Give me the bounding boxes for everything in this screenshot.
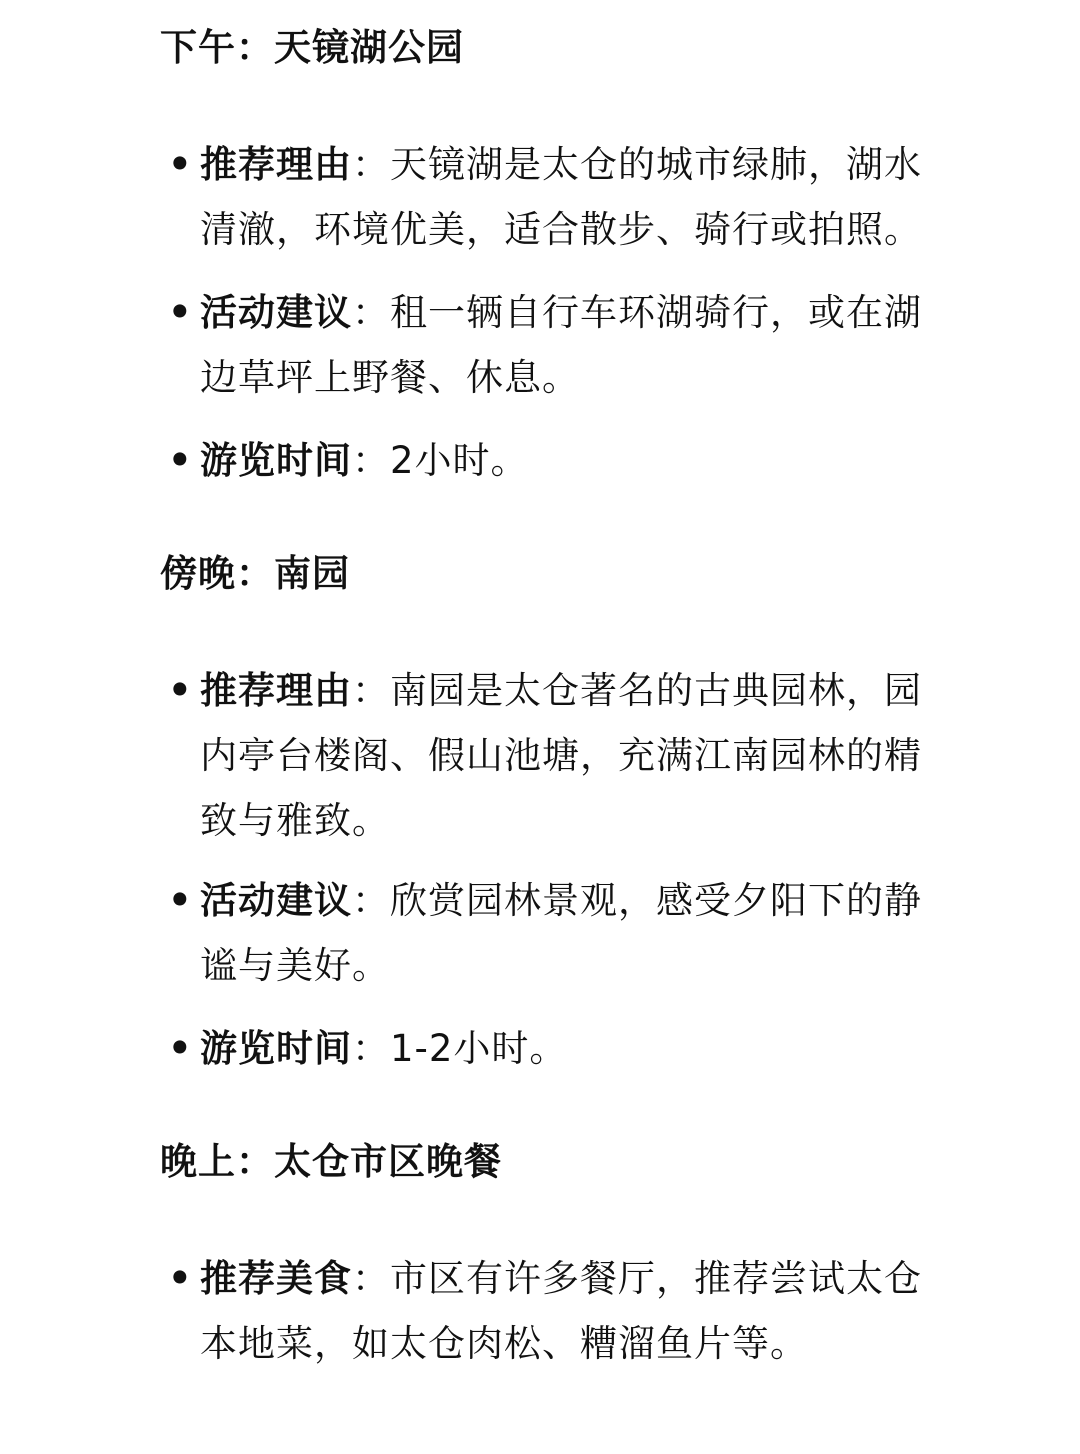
- list-item: [168, 1246, 1030, 1376]
- item-text: 南园是太仓著名的古典园林，园: [390, 669, 922, 712]
- item-text: 2小时。: [390, 439, 529, 482]
- item-label: 活动建议: [200, 291, 352, 334]
- list-item: [168, 658, 1030, 853]
- bullet-icon: •: [168, 1027, 193, 1070]
- item-label: 推荐理由: [200, 143, 352, 186]
- list-item: [168, 428, 1030, 493]
- bullet-icon: •: [168, 143, 193, 186]
- item-label: 活动建议: [200, 879, 352, 922]
- item-separator: ：: [352, 143, 390, 186]
- section-heading-evening: 傍晚：南园: [160, 552, 350, 595]
- item-separator: ：: [352, 439, 390, 482]
- item-first-line: [200, 428, 1030, 493]
- section-heading-night: 晚上：太仓市区晚餐: [160, 1140, 502, 1183]
- list-item: [168, 280, 1030, 410]
- item-text: 谧与美好。: [200, 944, 390, 987]
- list-item: [168, 868, 1030, 998]
- list-item: [168, 132, 1030, 262]
- item-text: 清澈，环境优美，适合散步、骑行或拍照。: [200, 208, 922, 251]
- item-label: 游览时间: [200, 439, 352, 482]
- item-label: 推荐美食: [200, 1257, 352, 1300]
- item-separator: ：: [352, 1257, 390, 1300]
- bullet-icon: •: [168, 291, 193, 334]
- item-text: 1-2小时。: [390, 1027, 568, 1070]
- item-text: 市区有许多餐厅，推荐尝试太仓: [390, 1257, 922, 1300]
- item-first-line: [200, 1016, 1030, 1081]
- item-text: 天镜湖是太仓的城市绿肺，湖水: [390, 143, 922, 186]
- item-separator: ：: [352, 291, 390, 334]
- bullet-icon: •: [168, 879, 193, 922]
- item-first-line: [200, 280, 1030, 345]
- item-text: 本地菜，如太仓肉松、糟溜鱼片等。: [200, 1322, 808, 1365]
- bullet-icon: •: [168, 439, 193, 482]
- item-label: 游览时间: [200, 1027, 352, 1070]
- item-separator: ：: [352, 669, 390, 712]
- item-text: 致与雅致。: [200, 799, 390, 842]
- list-item: [168, 1016, 1030, 1081]
- item-separator: ：: [352, 1027, 390, 1070]
- item-text: 内亭台楼阁、假山池塘，充满江南园林的精: [200, 734, 922, 777]
- bullet-icon: •: [168, 1257, 193, 1300]
- section-heading-afternoon: 下午：天镜湖公园: [160, 26, 464, 69]
- item-first-line: [200, 658, 1030, 723]
- item-text: 欣赏园林景观，感受夕阳下的静: [390, 879, 922, 922]
- bullet-icon: •: [168, 669, 193, 712]
- item-first-line: [200, 1246, 1030, 1311]
- item-separator: ：: [352, 879, 390, 922]
- item-label: 推荐理由: [200, 669, 352, 712]
- item-first-line: [200, 868, 1030, 933]
- item-text: 租一辆自行车环湖骑行，或在湖: [390, 291, 922, 334]
- item-text: 边草坪上野餐、休息。: [200, 356, 580, 399]
- item-first-line: [200, 132, 1030, 197]
